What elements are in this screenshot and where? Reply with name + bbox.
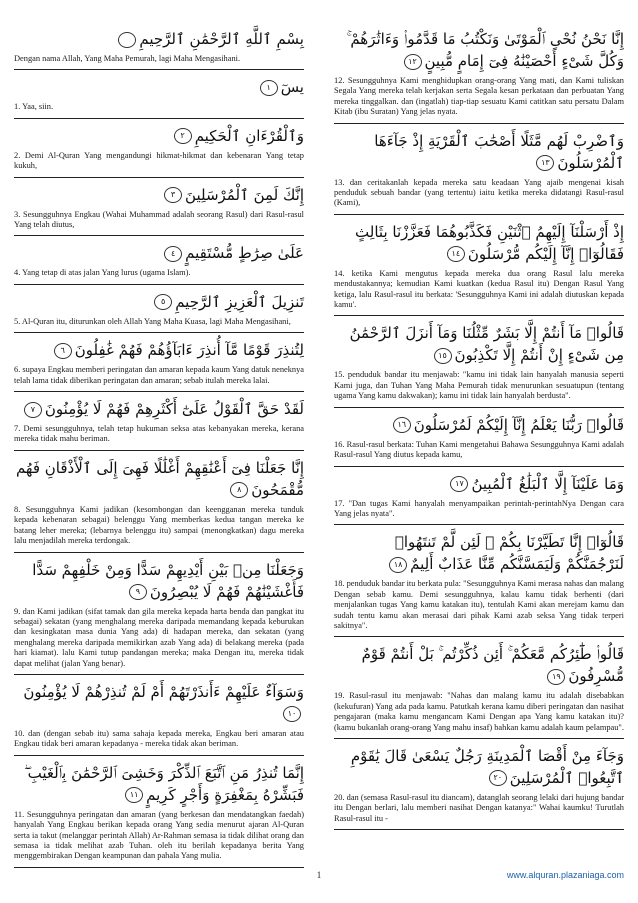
translation-text: 15. penduduk bandar itu menjawab: "kamu ini tidak lain hanyalah manusia seperti Kami juga, dan Tuhan Yang Maha Pemurah tidak menurunkan sesuatupun (tentang ugama Yang kamu dakwakan); kamu ini tidak lain hanyalah berdusta". bbox=[334, 370, 624, 407]
arabic-verse bbox=[14, 339, 304, 361]
translation-text: 18. penduduk bandar itu berkata pula: "Sesungguhnya Kami merasa nahas dan malang Dengan sebab kamu. Demi sesungguhnya, kalau kamu tidak berhenti (dari menjalankan tugas Yang kamu katakan itu), tentulah Kami akan merejam kamu dan sudah tentu kamu akan merasai dari pihak Kami azab seksa Yang tidak terperi sakitnya". bbox=[334, 579, 624, 637]
translation-text: 13. dan ceritakanlah kepada mereka satu keadaan Yang ajaib mengenai kisah penduduk sebuah bandar (yang tertentu) iaitu ketika mereka didatangi Rasul-rasul (Kami), bbox=[334, 178, 624, 215]
arabic-verse bbox=[14, 291, 304, 313]
translation-text: 8. Sesungguhnya Kami jadikan (kesombongan dan keengganan mereka tunduk kepada kebenaran sebagai) belenggu Yang memberkas kedua tangan mereka ke batang leher mereka; (lebarnya belenggu itu) sampai (menongkatkan) dagu mereka lalu menjadilah mereka terdongak. bbox=[14, 505, 304, 553]
verse-block bbox=[14, 339, 304, 392]
verse-block bbox=[14, 76, 304, 118]
arabic-verse bbox=[14, 762, 304, 806]
arabic-text: لَقَدْ حَقَّ ٱلْقَوْلُ عَلَىٰٓ أَكْثَرِهِمْ فَهُمْ لَا يُؤْمِنُونَ bbox=[44, 400, 304, 419]
verse-block bbox=[14, 291, 304, 333]
verse-block bbox=[14, 184, 304, 237]
verse-number-marker: ١٧ bbox=[450, 476, 468, 492]
arabic-verse bbox=[334, 130, 624, 174]
verse-block bbox=[14, 681, 304, 756]
verse-block bbox=[334, 473, 624, 526]
page-number: 1 bbox=[316, 870, 322, 880]
left-column bbox=[14, 28, 304, 874]
verse-number-marker: ١٤ bbox=[447, 246, 465, 262]
verse-block bbox=[14, 28, 304, 70]
verse-number-marker: ٥ bbox=[154, 294, 172, 310]
verse-number-marker: ١٢ bbox=[404, 54, 422, 70]
arabic-text: إِنَّا نَحْنُ نُحْىِ ٱلْمَوْتَىٰ وَنَكْتُبُ مَا قَدَّمُوا۟ وَءَاثَٰرَهُمْ ۚ وَكُلَّ شَىْءٍ أَحْصَيْنَٰهُ فِىٓ إِمَامٍ مُّبِينٍ bbox=[346, 30, 624, 70]
verse-number-marker: ١٣ bbox=[536, 155, 554, 171]
verse-number-marker: ٣ bbox=[164, 187, 182, 203]
verse-block bbox=[334, 221, 624, 317]
arabic-verse bbox=[14, 559, 304, 603]
verse-number-marker: ١٨ bbox=[389, 557, 407, 573]
arabic-verse bbox=[14, 184, 304, 206]
arabic-verse bbox=[14, 28, 304, 50]
translation-text: 10. dan (dengan sebab itu) sama sahaja kepada mereka, Engkau beri amaran atau Engkau tidak beri amaran kepadanya - mereka tidak akan beriman. bbox=[14, 729, 304, 756]
verse-number-marker: ١٠ bbox=[283, 706, 301, 722]
arabic-verse bbox=[334, 531, 624, 575]
arabic-text: قَالُوا۟ رَبُّنَا يَعْلَمُ إِنَّآ إِلَيْكُمْ لَمُرْسَلُونَ bbox=[413, 415, 624, 434]
verse-number-marker: ٢٠ bbox=[489, 770, 507, 786]
arabic-text: قَالُوا۟ طَٰٓئِرُكُم مَّعَكُمْ ۚ أَئِن ذُكِّرْتُم ۚ بَلْ أَنتُمْ قَوْمٌ مُّسْرِفُونَ bbox=[361, 645, 624, 686]
arabic-verse bbox=[334, 473, 624, 495]
arabic-verse bbox=[334, 221, 624, 265]
arabic-text: وَسَوَآءٌ عَلَيْهِمْ ءَأَنذَرْتَهُمْ أَمْ لَمْ تُنذِرْهُمْ لَا يُؤْمِنُونَ bbox=[23, 682, 304, 701]
translation-text: Dengan nama Allah, Yang Maha Pemurah, lagi Maha Mengasihani. bbox=[14, 54, 304, 70]
arabic-text: وَمَا عَلَيْنَآ إِلَّا ٱلْبَلَٰغُ ٱلْمُبِينُ bbox=[471, 474, 624, 493]
arabic-verse bbox=[334, 643, 624, 687]
arabic-verse bbox=[334, 28, 624, 72]
arabic-verse bbox=[14, 125, 304, 147]
page-footer bbox=[14, 870, 624, 886]
translation-text: 6. supaya Engkau memberi peringatan dan amaran kepada kaum Yang datuk neneknya telah lama tidak diberikan peringatan dan amaran; sebab itulah mereka lalai. bbox=[14, 365, 304, 392]
verse-block bbox=[14, 242, 304, 284]
arabic-text: وَجَعَلْنَا مِنۢ بَيْنِ أَيْدِيهِمْ سَدًّا وَمِنْ خَلْفِهِمْ سَدًّا فَأَغْشَيْنَٰهُمْ فَهُمْ لَا يُبْصِرُونَ bbox=[32, 560, 304, 601]
translation-text: 20. dan (semasa Rasul-rasul itu diancam), datanglah seorang lelaki dari hujung bandar itu Dengan berlari, lalu memberi nasihat Dengan katanya:" Wahai kaumku! Turutlah Rasul-rasul itu - bbox=[334, 793, 624, 830]
verse-block bbox=[14, 559, 304, 675]
verse-block bbox=[334, 322, 624, 407]
translation-text: 16. Rasul-rasul berkata: Tuhan Kami mengetahui Bahawa Sesungguhnya Kami adalah Rasul-rasul Yang diutus kepada kamu, bbox=[334, 440, 624, 467]
translation-text: 9. dan Kami jadikan (sifat tamak dan gila mereka kepada harta benda dan pangkat itu sebagai) sekatan (yang menghalang mereka daripada memandang kepada keburukan dan kesingkatan masa dunia Yang ada) di hadapan mereka, dan sekatan (yang menghalang mereka daripada memikirkan azab Yang ada) di belakang mereka (pada hari kiamat). lalu Kami tutup pandangan mereka; maka Dengan itu, mereka tidak dapat melihat (jalan Yang benar). bbox=[14, 607, 304, 675]
arabic-text: إِنَّكَ لَمِنَ ٱلْمُرْسَلِينَ bbox=[185, 185, 304, 204]
verse-number-marker: ١٦ bbox=[393, 417, 411, 433]
verse-number-marker: ١٩ bbox=[547, 669, 565, 685]
arabic-text: إِنَّا جَعَلْنَا فِىٓ أَعْنَٰقِهِمْ أَغْلَٰلًا فَهِىَ إِلَى ٱلْأَذْقَانِ فَهُم مُّقْمَحُونَ bbox=[15, 458, 304, 499]
translation-text: 7. Demi sesungguhnya, telah tetap hukuman seksa atas kebanyakan mereka, kerana mereka tidak mahu beriman. bbox=[14, 424, 304, 451]
arabic-text: إِنَّمَا تُنذِرُ مَنِ ٱتَّبَعَ ٱلذِّكْرَ وَخَشِىَ ٱلرَّحْمَٰنَ بِٱلْغَيْبِ ۖ فَبَشِّرْهُ بِمَغْفِرَةٍ وَأَجْرٍ كَرِيمٍ bbox=[23, 763, 304, 804]
arabic-verse bbox=[334, 322, 624, 366]
arabic-text: لِتُنذِرَ قَوْمًا مَّآ أُنذِرَ ءَابَآؤُهُمْ فَهُمْ غَٰفِلُونَ bbox=[74, 341, 304, 360]
arabic-verse bbox=[334, 414, 624, 436]
verse-block bbox=[334, 531, 624, 637]
arabic-text: وَٱلْقُرْءَانِ ٱلْحَكِيمِ bbox=[194, 126, 304, 145]
verse-number-marker: ٨ bbox=[230, 482, 248, 498]
verse-number-marker: ٤ bbox=[164, 246, 182, 262]
translation-text: 2. Demi Al-Quran Yang mengandungi hikmat-hikmat dan kebenaran Yang tetap kukuh, bbox=[14, 151, 304, 178]
verse-number-marker: ١١ bbox=[125, 787, 143, 803]
verse-number-marker: ٦ bbox=[54, 343, 72, 359]
arabic-text: قَالُوٓا۟ إِنَّا تَطَيَّرْنَا بِكُمْ ۖ لَئِن لَّمْ تَنتَهُوا۟ لَنَرْجُمَنَّكُمْ وَلَيَمَسَّنَّكُم مِّنَّا عَذَابٌ أَلِيمٌ bbox=[394, 533, 624, 574]
arabic-text: تَنزِيلَ ٱلْعَزِيزِ ٱلرَّحِيمِ bbox=[175, 292, 304, 311]
verse-number-marker: ٩ bbox=[129, 584, 147, 600]
right-column bbox=[334, 28, 624, 836]
verse-block bbox=[14, 398, 304, 451]
verse-number-marker: ١ bbox=[260, 80, 278, 96]
arabic-verse bbox=[14, 242, 304, 264]
verse-number-marker: ٧ bbox=[24, 402, 42, 418]
arabic-verse bbox=[14, 681, 304, 725]
translation-text: 17. "Dan tugas Kami hanyalah menyampaikan perintah-perintahNya Dengan cara Yang jelas nyata". bbox=[334, 499, 624, 526]
translation-text: 14. ketika Kami mengutus kepada mereka dua orang Rasul lalu mereka mendustakannya; kemudian Kami kuatkan (kedua Rasul itu) Dengan Rasul Yang ketiga, lalu Rasul-rasul itu berkata: 'Sesungguhnya Kami ini adalah diutuskan kepada kamu'. bbox=[334, 269, 624, 317]
arabic-text: وَٱضْرِبْ لَهُم مَّثَلًا أَصْحَٰبَ ٱلْقَرْيَةِ إِذْ جَآءَهَا ٱلْمُرْسَلُونَ bbox=[374, 131, 624, 172]
translation-text: 12. Sesungguhnya Kami menghidupkan orang-orang Yang mati, dan Kami tuliskan Segala Yang mereka telah kerjakan serta Segala kesan perkataan dan perbuatan Yang mereka tinggalkan. dan (ingatlah) tiap-tiap sesuatu Kami catitkan satu persatu Dalam Kitab (ibu Suratan) Yang jelas nyata. bbox=[334, 76, 624, 124]
translation-text: 11. Sesungguhnya peringatan dan amaran (yang berkesan dan mendatangkan faedah) hanyalah Yang Engkau berikan kepada orang Yang sedia menurut ajaran Al-Quran serta ia takut (melanggar perintah Allah) Ar-Rahman semasa ia tidak dilihat orang dan semasa ia tidak melihat azab Tuhan. oleh itu berilah kepadanya berita Yang menggembirakan Dengan keampunan dan pahala Yang mulia. bbox=[14, 810, 304, 868]
translation-text: 3. Sesungguhnya Engkau (Wahai Muhammad adalah seorang Rasul) dari Rasul-rasul Yang telah diutus, bbox=[14, 210, 304, 237]
verse-block bbox=[334, 414, 624, 467]
translation-text: 5. Al-Quran itu, diturunkan oleh Allah Yang Maha Kuasa, lagi Maha Mengasihani, bbox=[14, 317, 304, 333]
verse-block bbox=[334, 643, 624, 739]
arabic-verse bbox=[334, 745, 624, 789]
translation-text: 4. Yang tetap di atas jalan Yang lurus (ugama Islam). bbox=[14, 268, 304, 284]
verse-block bbox=[14, 457, 304, 553]
verse-block bbox=[334, 28, 624, 124]
website-link[interactable]: www.alquran.plazaniaga.com bbox=[506, 870, 624, 880]
verse-number-marker bbox=[118, 32, 136, 48]
verse-block bbox=[334, 745, 624, 830]
verse-number-marker: ١٥ bbox=[434, 348, 452, 364]
verse-block bbox=[334, 130, 624, 215]
verse-block bbox=[14, 762, 304, 868]
arabic-verse bbox=[14, 398, 304, 420]
translation-text: 19. Rasul-rasul itu menjawab: "Nahas dan malang kamu itu adalah disebabkan (kekufuran) Yang ada pada kamu. Patutkah kerana kamu diberi peringatan dan nasihat pengajaran (maka kamu mengancam Kami Dengan apa Yang kamu katakan itu)? (kamu bukanlah orang-orang Yang mahu insaf) bahkan kamu adalah kaum pelampau". bbox=[334, 691, 624, 739]
arabic-text: بِسْمِ ٱللَّهِ ٱلرَّحْمَٰنِ ٱلرَّحِيمِ bbox=[139, 30, 304, 48]
arabic-text: يسٓ bbox=[280, 78, 304, 97]
arabic-text: وَجَآءَ مِنْ أَقْصَا ٱلْمَدِينَةِ رَجُلٌ يَسْعَىٰ قَالَ يَٰقَوْمِ ٱتَّبِعُوا۟ ٱلْمُرْسَلِينَ bbox=[350, 746, 624, 787]
verse-number-marker: ٢ bbox=[174, 128, 192, 144]
arabic-text: قَالُوا۟ مَآ أَنتُمْ إِلَّا بَشَرٌ مِّثْلُنَا وَمَآ أَنزَلَ ٱلرَّحْمَٰنُ مِن شَىْءٍ إِنْ أَنتُمْ إِلَّا تَكْذِبُونَ bbox=[349, 324, 624, 365]
translation-text: 1. Yaa, siin. bbox=[14, 102, 304, 118]
arabic-verse bbox=[14, 457, 304, 501]
verse-block bbox=[14, 125, 304, 178]
arabic-verse bbox=[14, 76, 304, 98]
arabic-text: عَلَىٰ صِرَٰطٍ مُّسْتَقِيمٍ bbox=[185, 244, 304, 263]
arabic-text: إِذْ أَرْسَلْنَآ إِلَيْهِمُ ٱثْنَيْنِ فَكَذَّبُوهُمَا فَعَزَّزْنَا بِثَالِثٍ فَقَالُوٓا۟ إِنَّآ إِلَيْكُم مُّرْسَلُونَ bbox=[355, 222, 624, 263]
